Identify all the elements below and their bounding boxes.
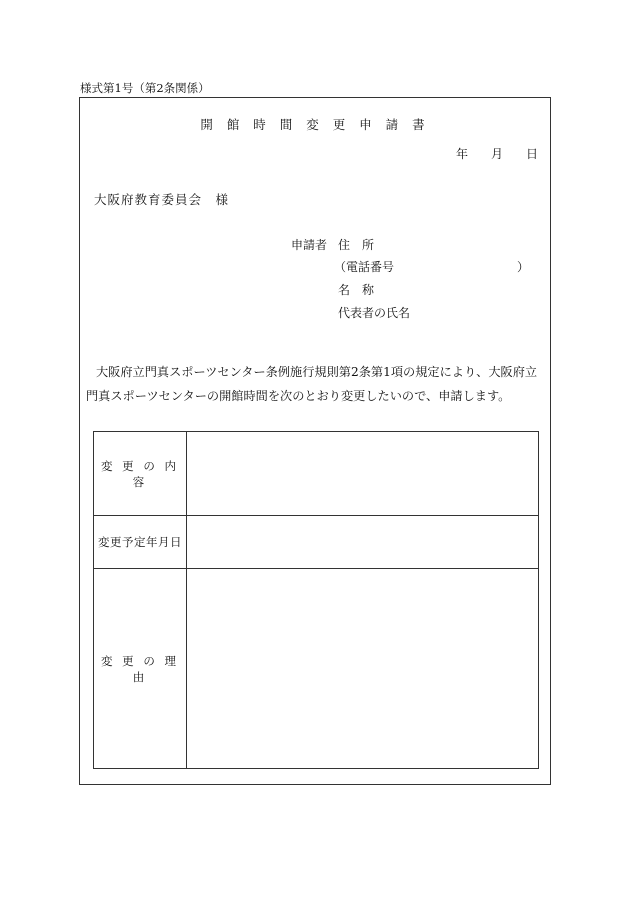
row-label-reason: 変 更 の 理 由 xyxy=(94,569,187,769)
applicant-phone-label: （電話番号 xyxy=(334,260,395,274)
date-month: 月 xyxy=(491,147,504,161)
applicant-address-label: 住 所 xyxy=(338,238,375,252)
change-details-table xyxy=(93,431,539,769)
applicant-representative-label: 代表者の氏名 xyxy=(338,306,411,320)
row-value-content[interactable] xyxy=(187,432,539,516)
table-row xyxy=(94,569,539,769)
row-value-reason[interactable] xyxy=(187,569,539,769)
row-value-date[interactable] xyxy=(187,516,539,569)
form-number: 様式第1号（第2条関係） xyxy=(80,81,210,95)
date-day: 日 xyxy=(526,147,539,161)
page-title: 開 館 時 間 変 更 申 請 書 xyxy=(200,117,430,132)
addressee: 大阪府教育委員会 様 xyxy=(94,192,230,207)
application-statement: 大阪府立門真スポーツセンター条例施行規則第2条第1項の規定により、大阪府立門真スポーツセンターの開館時間を次のとおり変更したいので、申請します。 xyxy=(86,365,538,403)
applicant-label: 申請者 xyxy=(291,238,328,252)
table-row xyxy=(94,432,539,516)
table-row xyxy=(94,516,539,569)
applicant-name-label: 名 称 xyxy=(338,283,375,297)
row-label-content: 変 更 の 内 容 xyxy=(94,432,187,516)
date-year: 年 xyxy=(456,147,469,161)
row-label-date: 変更予定年月日 xyxy=(94,516,187,569)
applicant-phone-close: ） xyxy=(517,260,530,274)
